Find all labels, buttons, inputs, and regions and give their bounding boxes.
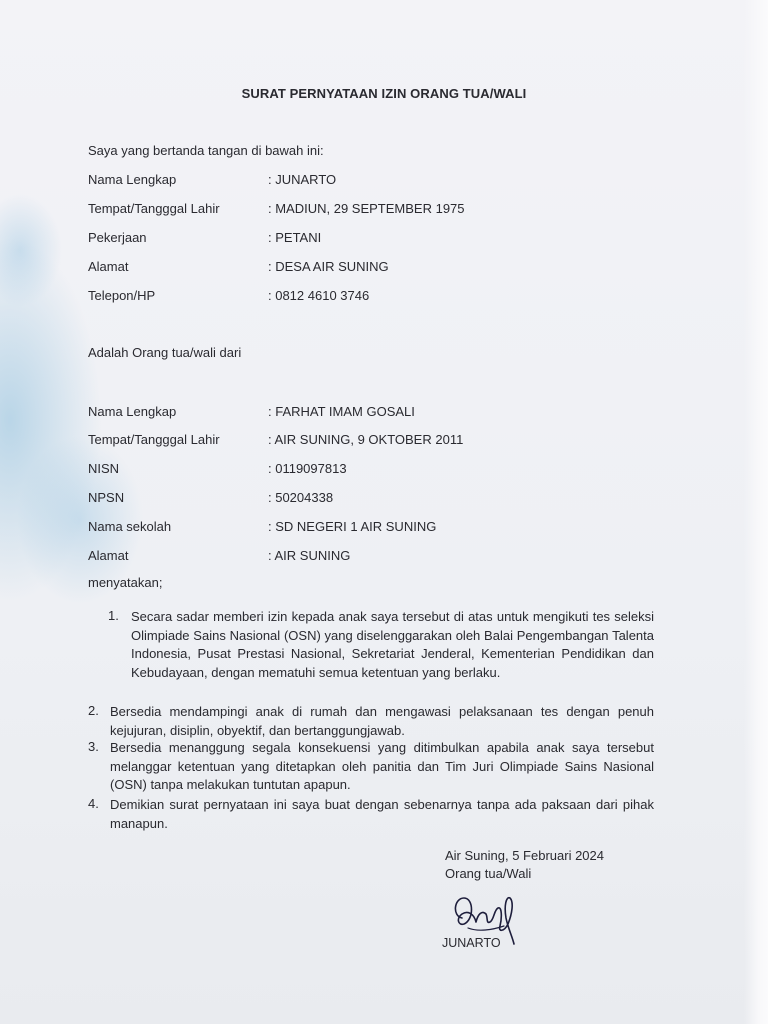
statement-4-text: Demikian surat pernyataan ini saya buat dengan sebenarnya tanpa ada paksaan dari pihak manapun. — [110, 797, 654, 831]
statement-1-number: 1. — [108, 608, 119, 623]
parent-address-label: Alamat — [88, 259, 129, 274]
place-date: Air Suning, 5 Februari 2024 — [445, 848, 604, 863]
parent-name-value: : JUNARTO — [268, 172, 337, 187]
parent-job-value: : PETANI — [268, 230, 322, 245]
parent-phone-value: : 0812 4610 3746 — [268, 288, 370, 303]
child-npsn-label: NPSN — [88, 490, 125, 505]
child-birth-value: : AIR SUNING, 9 OKTOBER 2011 — [268, 432, 464, 447]
child-nisn-value: : 0119097813 — [268, 461, 347, 476]
child-nisn-label: NISN — [88, 461, 120, 476]
statement-4-number: 4. — [88, 796, 99, 811]
statement-1-text: Secara sadar memberi izin kepada anak saya tersebut di atas untuk mengikuti tes seleksi Olimpiade Sains Nasional (OSN) yang diselenggarakan oleh Balai Pengembangan Talenta Indonesia, Pusat Prestasi Nasional, Sekretariat Jenderal, Kementerian Pendidikan dan Kebudayaan, dengan mematuhi semua ketentuan yang berlaku. — [131, 609, 654, 680]
page-edge — [744, 0, 768, 1024]
document-title: SURAT PERNYATAAN IZIN ORANG TUA/WALI — [241, 86, 527, 101]
child-school-label: Nama sekolah — [88, 519, 172, 534]
parent-birth-label: Tempat/Tangggal Lahir — [88, 201, 220, 216]
parent-phone-label: Telepon/HP — [88, 288, 156, 303]
child-address-value: : AIR SUNING — [268, 548, 351, 563]
parent-name-label: Nama Lengkap — [88, 172, 177, 187]
relation-text: Adalah Orang tua/wali dari — [88, 345, 242, 360]
statement-3-number: 3. — [88, 739, 99, 754]
statement-2-text: Bersedia mendampingi anak di rumah dan mengawasi pelaksanaan tes dengan penuh kejujuran, disiplin, obyektif, dan bertanggungjawab. — [110, 704, 654, 738]
statement-2-number: 2. — [88, 703, 99, 718]
child-school-value: : SD NEGERI 1 AIR SUNING — [268, 519, 437, 534]
child-address-label: Alamat — [88, 548, 129, 563]
declare-text: menyatakan; — [88, 575, 163, 590]
intro-text: Saya yang bertanda tangan di bawah ini: — [88, 143, 324, 158]
parent-birth-value: : MADIUN, 29 SEPTEMBER 1975 — [268, 201, 465, 216]
child-npsn-value: : 50204338 — [268, 490, 334, 505]
signer-role: Orang tua/Wali — [445, 866, 532, 881]
parent-address-value: : DESA AIR SUNING — [268, 259, 389, 274]
child-name-value: : FARHAT IMAM GOSALI — [268, 404, 415, 419]
child-name-label: Nama Lengkap — [88, 404, 177, 419]
child-birth-label: Tempat/Tangggal Lahir — [88, 432, 220, 447]
statement-3-text: Bersedia menanggung segala konsekuensi yang ditimbulkan apabila anak saya tersebut melanggar ketentuan yang ditetapkan oleh panitia dan Tim Juri Olimpiade Sains Nasional (OSN) tanpa melakukan tuntutan apapun. — [110, 740, 654, 792]
parent-job-label: Pekerjaan — [88, 230, 147, 245]
signer-name: JUNARTO — [442, 936, 501, 950]
